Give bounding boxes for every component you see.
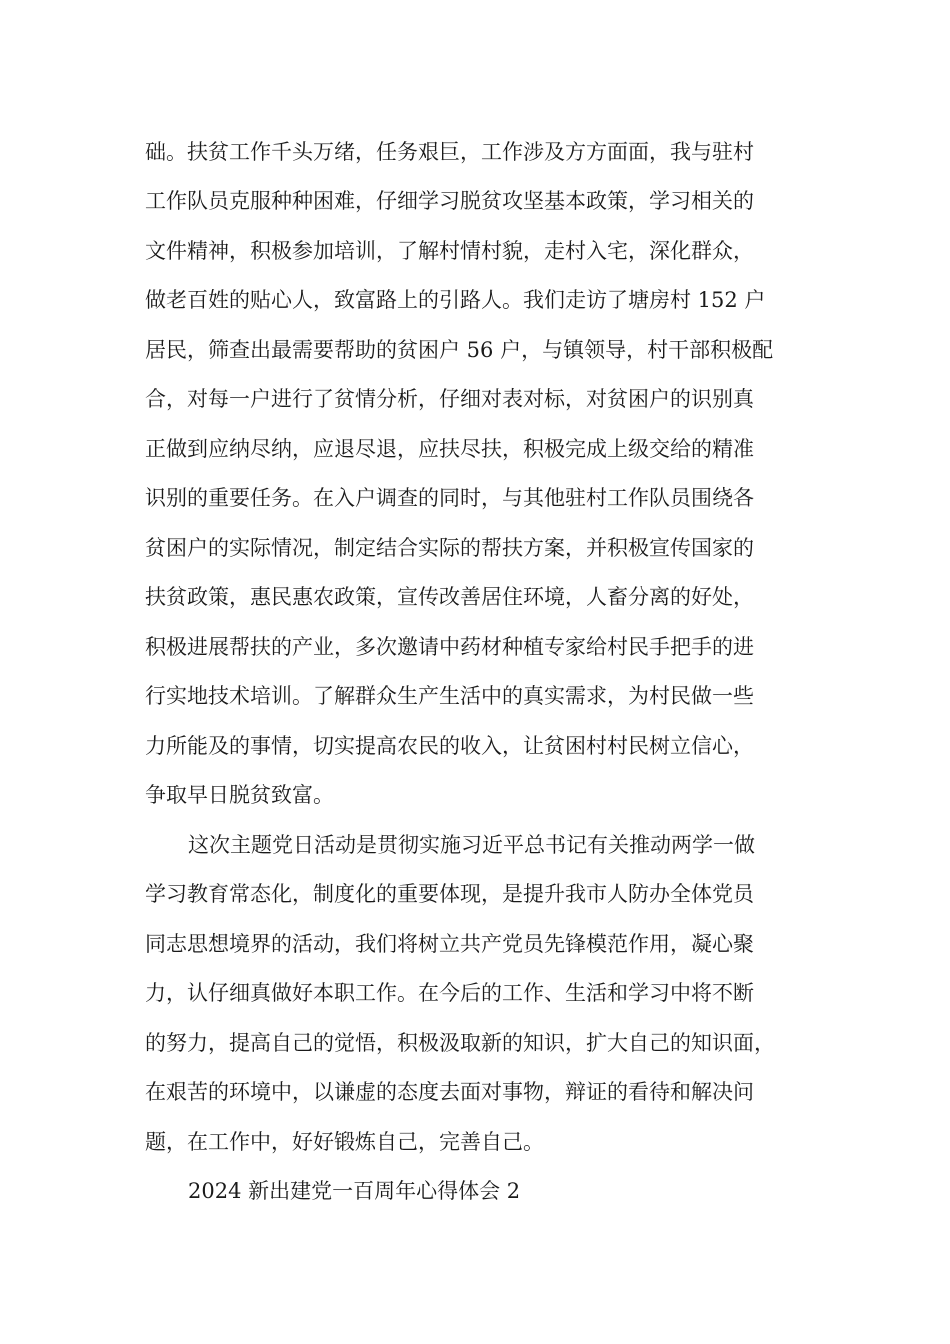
paragraph-line: 居民，筛查出最需要帮助的贫困户 56 户，与镇领导，村干部积极配 (145, 338, 774, 362)
paragraph-line: 积极进展帮扶的产业，多次邀请中药材种植专家给村民手把手的进 (145, 635, 754, 659)
paragraph-line: 础。扶贫工作千头万绪，任务艰巨，工作涉及方方面面，我与驻村 (145, 140, 754, 164)
paragraph-line: 正做到应纳尽纳，应退尽退，应扶尽扶，积极完成上级交给的精准 (145, 437, 754, 461)
paragraph-line: 这次主题党日活动是贯彻实施习近平总书记有关推动两学一做 (188, 833, 755, 857)
paragraph-line: 工作队员克服种种困难，仔细学习脱贫攻坚基本政策，学习相关的 (145, 189, 754, 213)
paragraph-line: 同志思想境界的活动，我们将树立共产党员先锋模范作用，凝心聚 (145, 932, 754, 956)
paragraph-line: 力，认仔细真做好本职工作。在今后的工作、生活和学习中将不断 (145, 981, 754, 1005)
paragraph-line: 扶贫政策，惠民惠农政策，宣传改善居住环境，人畜分离的好处， (145, 585, 754, 609)
paragraph-line: 贫困户的实际情况，制定结合实际的帮扶方案，并积极宣传国家的 (145, 536, 754, 560)
paragraph-line: 行实地技术培训。了解群众生产生活中的真实需求，为村民做一些 (145, 684, 754, 708)
paragraph-line: 的努力，提高自己的觉悟，积极汲取新的知识，扩大自己的知识面， (145, 1031, 775, 1055)
paragraph-line: 争取早日脱贫致富。 (145, 783, 334, 807)
paragraph-line: 识别的重要任务。在入户调查的同时，与其他驻村工作队员围绕各 (145, 486, 754, 510)
paragraph-line: 题，在工作中，好好锻炼自己，完善自己。 (145, 1130, 544, 1154)
paragraph-line: 做老百姓的贴心人，致富路上的引路人。我们走访了塘房村 152 户 (145, 288, 766, 312)
paragraph-line: 文件精神，积极参加培训，了解村情村貌，走村入宅，深化群众， (145, 239, 754, 263)
paragraph-line: 在艰苦的环境中，以谦虚的态度去面对事物，辩证的看待和解决问 (145, 1080, 754, 1104)
paragraph-line: 合，对每一户进行了贫情分析，仔细对表对标，对贫困户的识别真 (145, 387, 754, 411)
paragraph-line: 力所能及的事情，切实提高农民的收入，让贫困村村民树立信心， (145, 734, 754, 758)
paragraph-line: 学习教育常态化，制度化的重要体现，是提升我市人防办全体党员 (145, 882, 754, 906)
section-heading: 2024 新出建党一百周年心得体会 2 (188, 1179, 521, 1203)
